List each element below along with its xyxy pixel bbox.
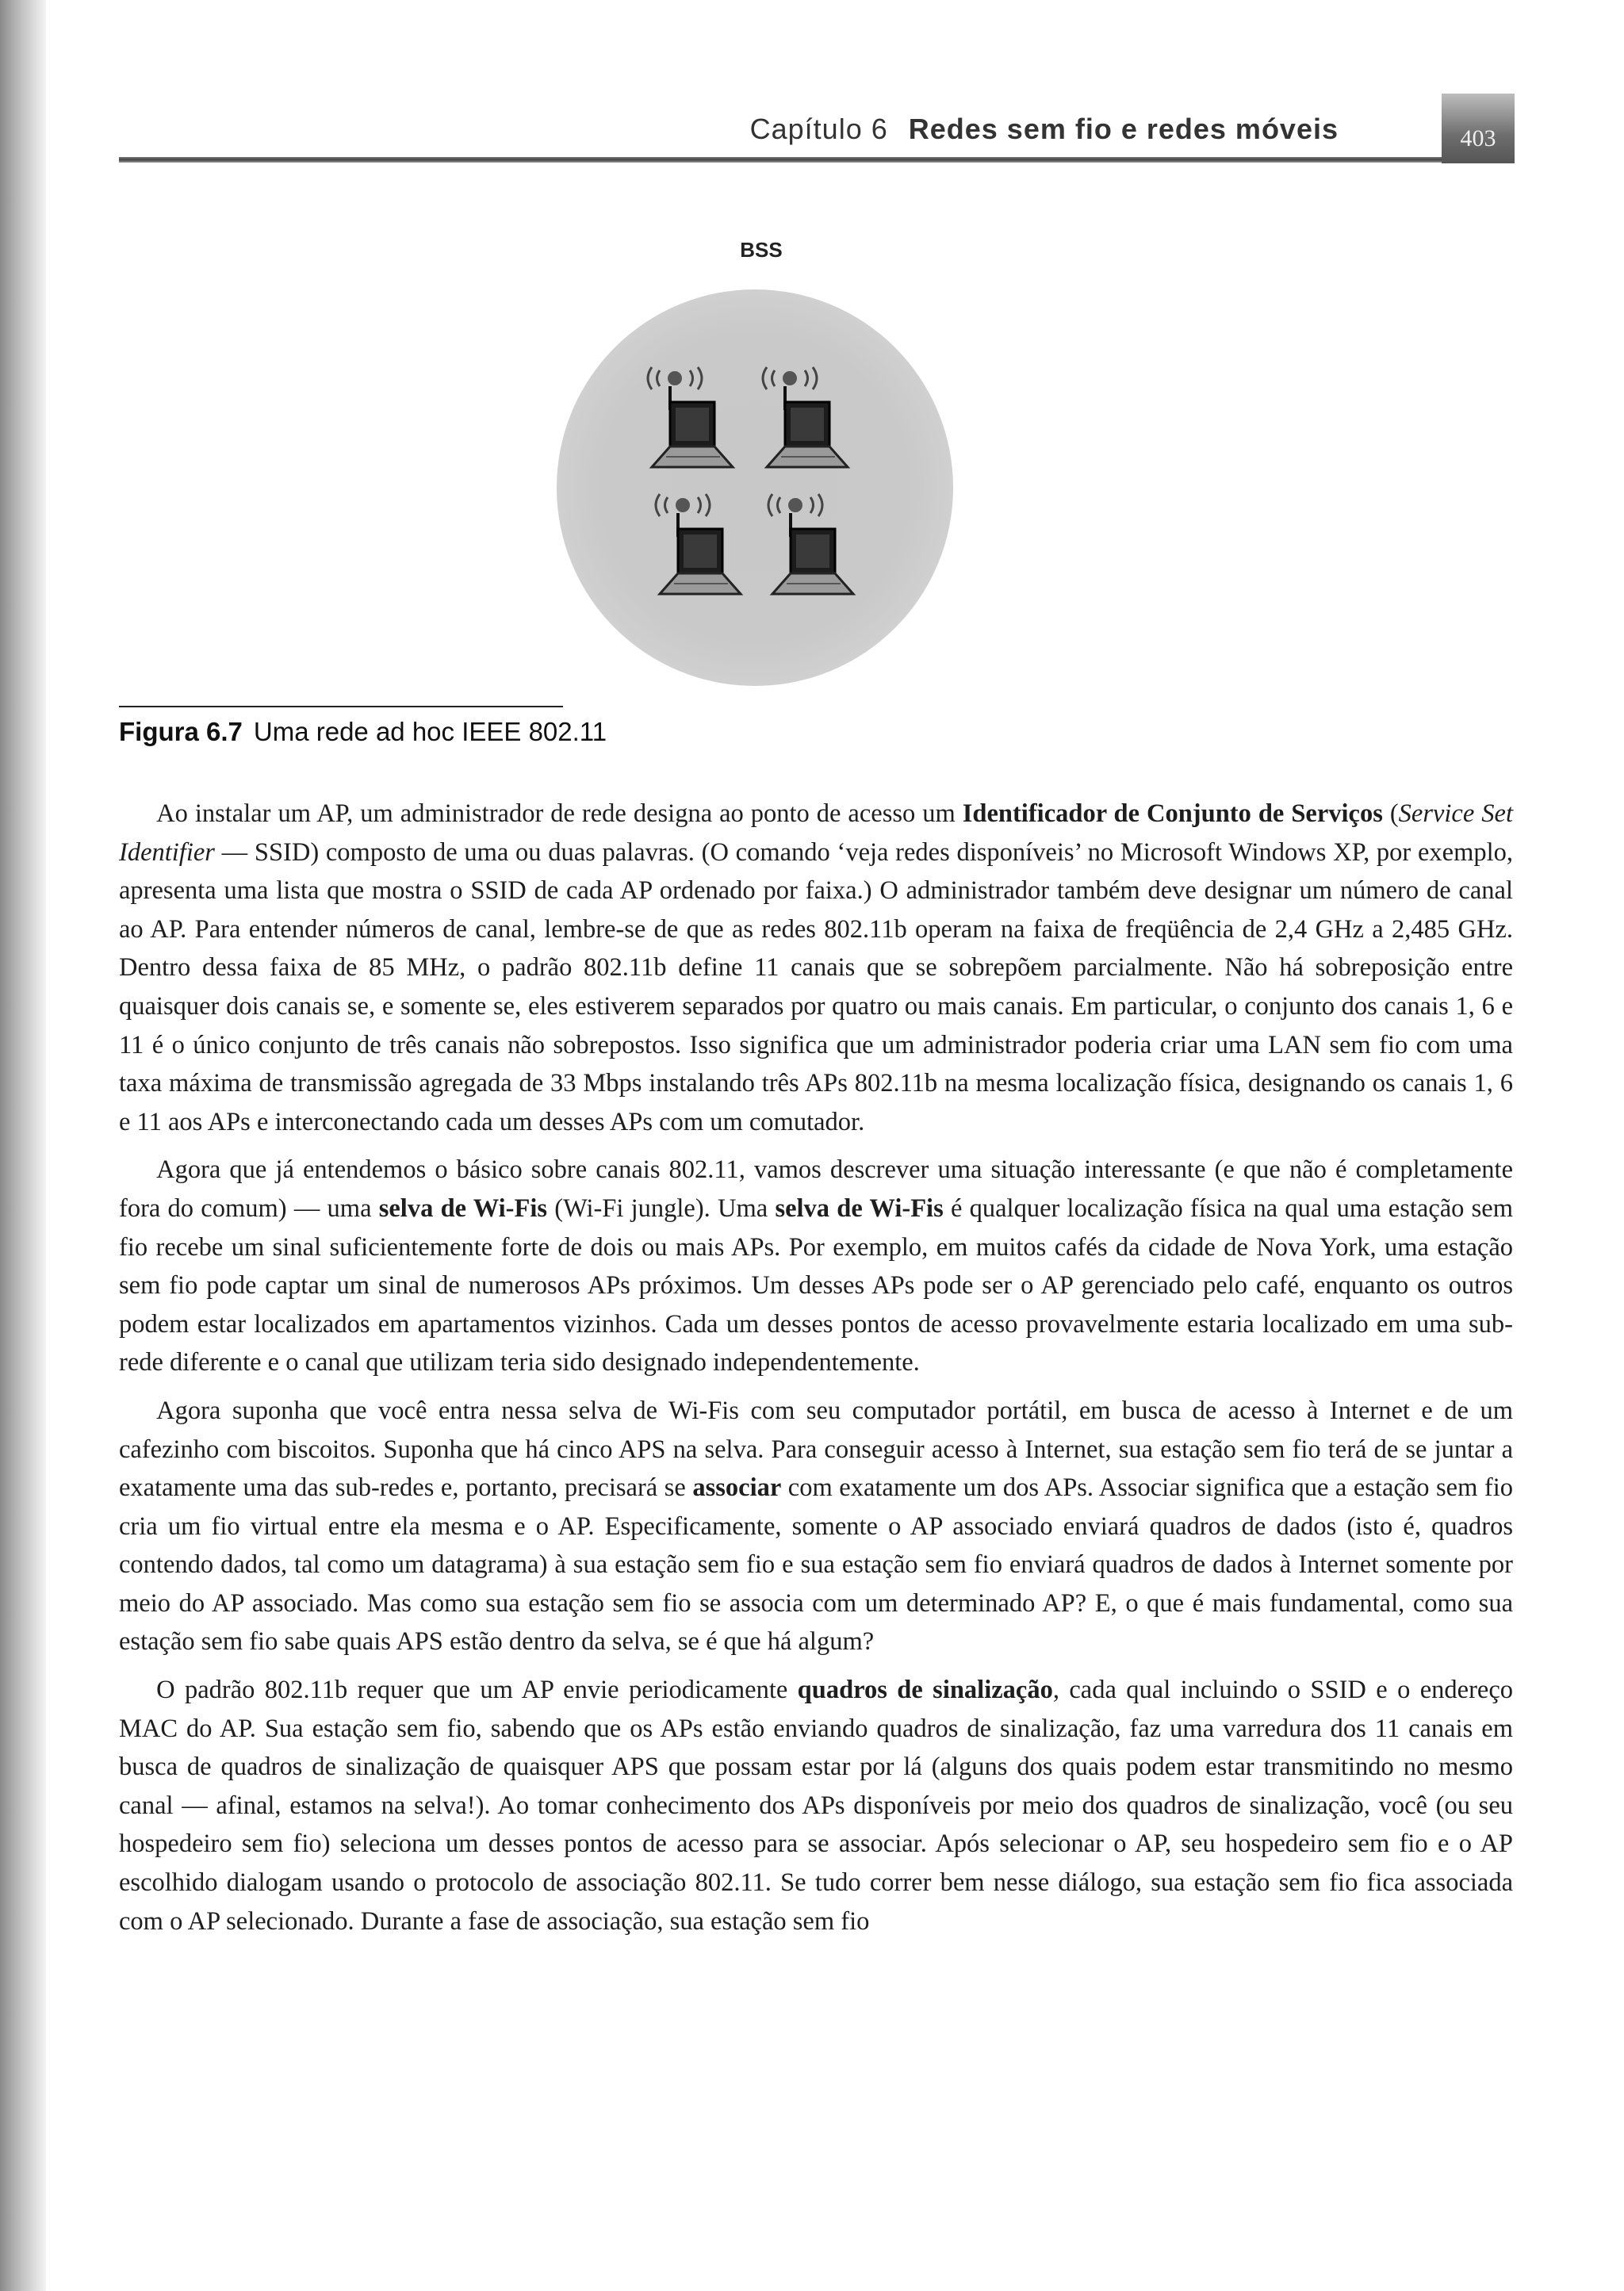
page-number: 403 xyxy=(1460,125,1496,151)
paragraph-text: , cada qual incluindo o SSID e o endereço MAC do AP. Sua estação sem fio, sabendo que os APs estão enviando quadros de sinalização, faz uma varredura dos 11 canais em busca de quadros de sinalização de quaisquer APS que possam estar por lá (alguns dos quais podem estar transmitindo no mesmo canal — afinal, estamos na selva!). Ao tomar conhecimento dos APs disponíveis por meio dos quadros de sinalização, você (ou seu hospedeiro sem fio) seleciona um desses pontos de acesso para se associar. Após selecionar o AP, seu hospedeiro sem fio e o AP escolhido dialogam usando o protocolo de associação 802.11. Se tudo correr bem nesse diálogo, sua estação sem fio fica associada com o AP selecionado. Durante a fase de associação, sua estação sem fio xyxy=(119,1676,1513,1936)
laptop-antenna-icon xyxy=(634,361,737,480)
body-paragraph xyxy=(119,1151,1513,1382)
paragraph-text: Ao instalar um AP, um administrador de rede designa ao ponto de acesso um xyxy=(156,799,963,828)
chapter-label: Capítulo 6 xyxy=(749,113,888,145)
paragraph-text: ( xyxy=(1382,799,1399,828)
bss-label: BSS xyxy=(740,238,783,262)
body-paragraph xyxy=(119,1671,1513,1940)
laptop-antenna-icon xyxy=(642,488,745,607)
paragraph-text: com exatamente um dos APs. Associar significa que a estação sem fio cria um fio virtual entre ela mesma e o AP. Especificamente, somente o AP associado enviará quadros de dados (isto é, quadros contendo dados, tal como um datagrama) à sua estação sem fio e sua estação sem fio enviará quadros de dados à Internet somente por meio do AP associado. Mas como sua estação sem fio se associa com um determinado AP? E, o que é mais fundamental, como sua estação sem fio sabe quais APS estão dentro da selva, se é que há algum? xyxy=(119,1473,1513,1657)
header-rule xyxy=(119,157,1515,163)
bold-term: associar xyxy=(692,1473,782,1503)
paragraph-text: (Wi-Fi jungle). Uma xyxy=(547,1193,776,1223)
laptop-antenna-icon xyxy=(749,361,852,480)
figure-bss xyxy=(539,238,983,698)
body-paragraph xyxy=(119,795,1513,1141)
bold-term: quadros de sinalização xyxy=(797,1676,1053,1705)
chapter-title: Redes sem fio e redes móveis xyxy=(908,113,1339,145)
bold-term: selva de Wi-Fis xyxy=(378,1193,548,1223)
paragraph-text: Agora suponha que você entra nessa selva de Wi-Fis com seu computador portátil, em busca de acesso à Internet e de um cafezinho com biscoitos. Suponha que há cinco APS na selva. Para conseguir acesso à Internet, sua estação sem fio terá de se juntar a exatamente uma das sub-redes e, portanto, precisará se xyxy=(119,1396,1513,1503)
page-number-tab xyxy=(1442,94,1515,163)
paragraph-text: O padrão 802.11b requer que um AP envie periodicamente xyxy=(156,1676,798,1705)
bold-term: Identificador de Conjunto de Serviços xyxy=(962,799,1383,828)
paragraph-text: é qualquer localização física na qual uma estação sem fio recebe um sinal suficientemente forte de dois ou mais APs. Por exemplo, em muitos cafés da cidade de Nova York, uma estação sem fio pode captar um sinal de numerosos APs próximos. Um desses APs pode ser o AP gerenciado pelo café, enquanto os outros podem estar localizados em apartamentos vizinhos. Cada um desses pontos de acesso provavelmente estaria localizado em uma sub-rede diferente e o canal que utilizam teria sido designado independentemente. xyxy=(119,1193,1514,1377)
body-paragraph xyxy=(119,1392,1513,1661)
figure-caption-label: Figura 6.7 xyxy=(119,717,243,746)
laptop-antenna-icon xyxy=(755,488,858,607)
bold-term: selva de Wi-Fis xyxy=(775,1193,944,1223)
paragraph-text: — SSID) composto de uma ou duas palavras. (O comando ‘veja redes disponíveis’ no Microsoft Windows XP, por exemplo, apresenta uma lista que mostra o SSID de cada AP ordenado por faixa.) O administrador também deve designar um número de canal ao AP. Para entender números de canal, lembre-se de que as redes 802.11b operam na faixa de freqüência de 2,4 GHz a 2,485 GHz. Dentro dessa faixa de 85 MHz, o padrão 802.11b define 11 canais que se sobrepõem parcialmente. Não há sobreposição entre quaisquer dois canais se, e somente se, eles estiverem separados por quatro ou mais canais. Em particular, o conjunto dos canais 1, 6 e 11 é o único conjunto de três canais não sobrepostos. Isso significa que um administrador poderia criar uma LAN sem fio com uma taxa máxima de transmissão agregada de 33 Mbps instalando três APs 802.11b na mesma localização física, designando os canais 1, 6 e 11 aos APs e interconectando cada um desses APs com um comutador. xyxy=(119,837,1513,1136)
paragraph-text: Agora que já entendemos o básico sobre canais 802.11, vamos descrever uma situação interessante (e que não é completamente fora do comum) — uma xyxy=(119,1155,1513,1223)
figure-caption-text: Uma rede ad hoc IEEE 802.11 xyxy=(253,717,607,746)
book-spine-shadow xyxy=(0,0,46,2291)
running-head xyxy=(750,113,1339,146)
figure-caption xyxy=(119,706,607,747)
body-text xyxy=(119,795,1513,1950)
italic-term: Service Set Identifier xyxy=(119,799,1513,867)
page-header xyxy=(119,111,1515,167)
